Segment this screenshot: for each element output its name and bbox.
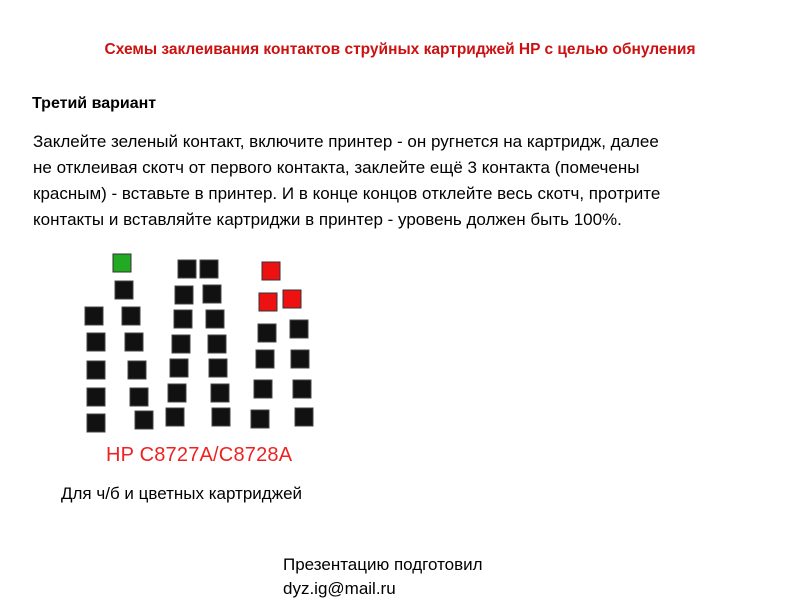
contact-pad-red [262, 262, 280, 280]
contact-pad [130, 388, 148, 406]
contact-pad [125, 333, 143, 351]
contact-pad [85, 307, 103, 325]
contact-pad [206, 310, 224, 328]
contact-pad [211, 384, 229, 402]
contact-pad [168, 384, 186, 402]
contact-pad [172, 335, 190, 353]
contact-pad [256, 350, 274, 368]
contact-pad [293, 380, 311, 398]
contact-pad [200, 260, 218, 278]
contact-pad [254, 380, 272, 398]
section-subtitle: Третий вариант [32, 95, 157, 112]
contact-pad [208, 335, 226, 353]
contact-pad [87, 414, 105, 432]
contact-pad [115, 281, 133, 299]
instructions-line: красным) - вставьте в принтер. И в конце концов отклейте весь скотч, протрите [33, 184, 661, 203]
author-credit: Презентацию подготовил [283, 555, 483, 574]
contact-pad [212, 408, 230, 426]
instructions-line: Заклейте зеленый контакт, включите принтер - он ругнется на картридж, далее [33, 132, 659, 151]
instructions-line: не отклеивая скотч от первого контакта, заклейте ещё 3 контакта (помечены [33, 158, 640, 177]
contact-pad [87, 333, 105, 351]
contacts-svg [80, 244, 330, 444]
slide-title: Схемы заклеивания контактов струйных картриджей HP с целью обнуления [104, 41, 696, 58]
contact-pad [87, 388, 105, 406]
contact-pad [128, 361, 146, 379]
contact-pad [122, 307, 140, 325]
contact-pad [135, 411, 153, 429]
contact-pad [291, 350, 309, 368]
contact-pad-green [113, 254, 131, 272]
contact-pad [209, 359, 227, 377]
contact-pad [290, 320, 308, 338]
contact-pad [295, 408, 313, 426]
instructions-paragraph [33, 129, 793, 233]
contact-pad [87, 361, 105, 379]
contact-pad [178, 260, 196, 278]
contact-pad-red [283, 290, 301, 308]
contact-pad [170, 359, 188, 377]
instructions-line: контакты и вставляйте картриджи в принтер - уровень должен быть 100%. [33, 210, 622, 229]
cartridge-model-label: HP C8727A/C8728A [106, 444, 293, 466]
author-block [283, 553, 483, 601]
contact-pad [251, 410, 269, 428]
author-email: dyz.ig@mail.ru [283, 579, 396, 598]
contact-pad [174, 310, 192, 328]
cartridge-contacts-diagram [80, 244, 330, 474]
contact-pad [258, 324, 276, 342]
contact-pad [175, 286, 193, 304]
figure-caption: Для ч/б и цветных картриджей [61, 484, 303, 503]
contact-pad-red [259, 293, 277, 311]
contact-pad [166, 408, 184, 426]
contact-pad [203, 285, 221, 303]
